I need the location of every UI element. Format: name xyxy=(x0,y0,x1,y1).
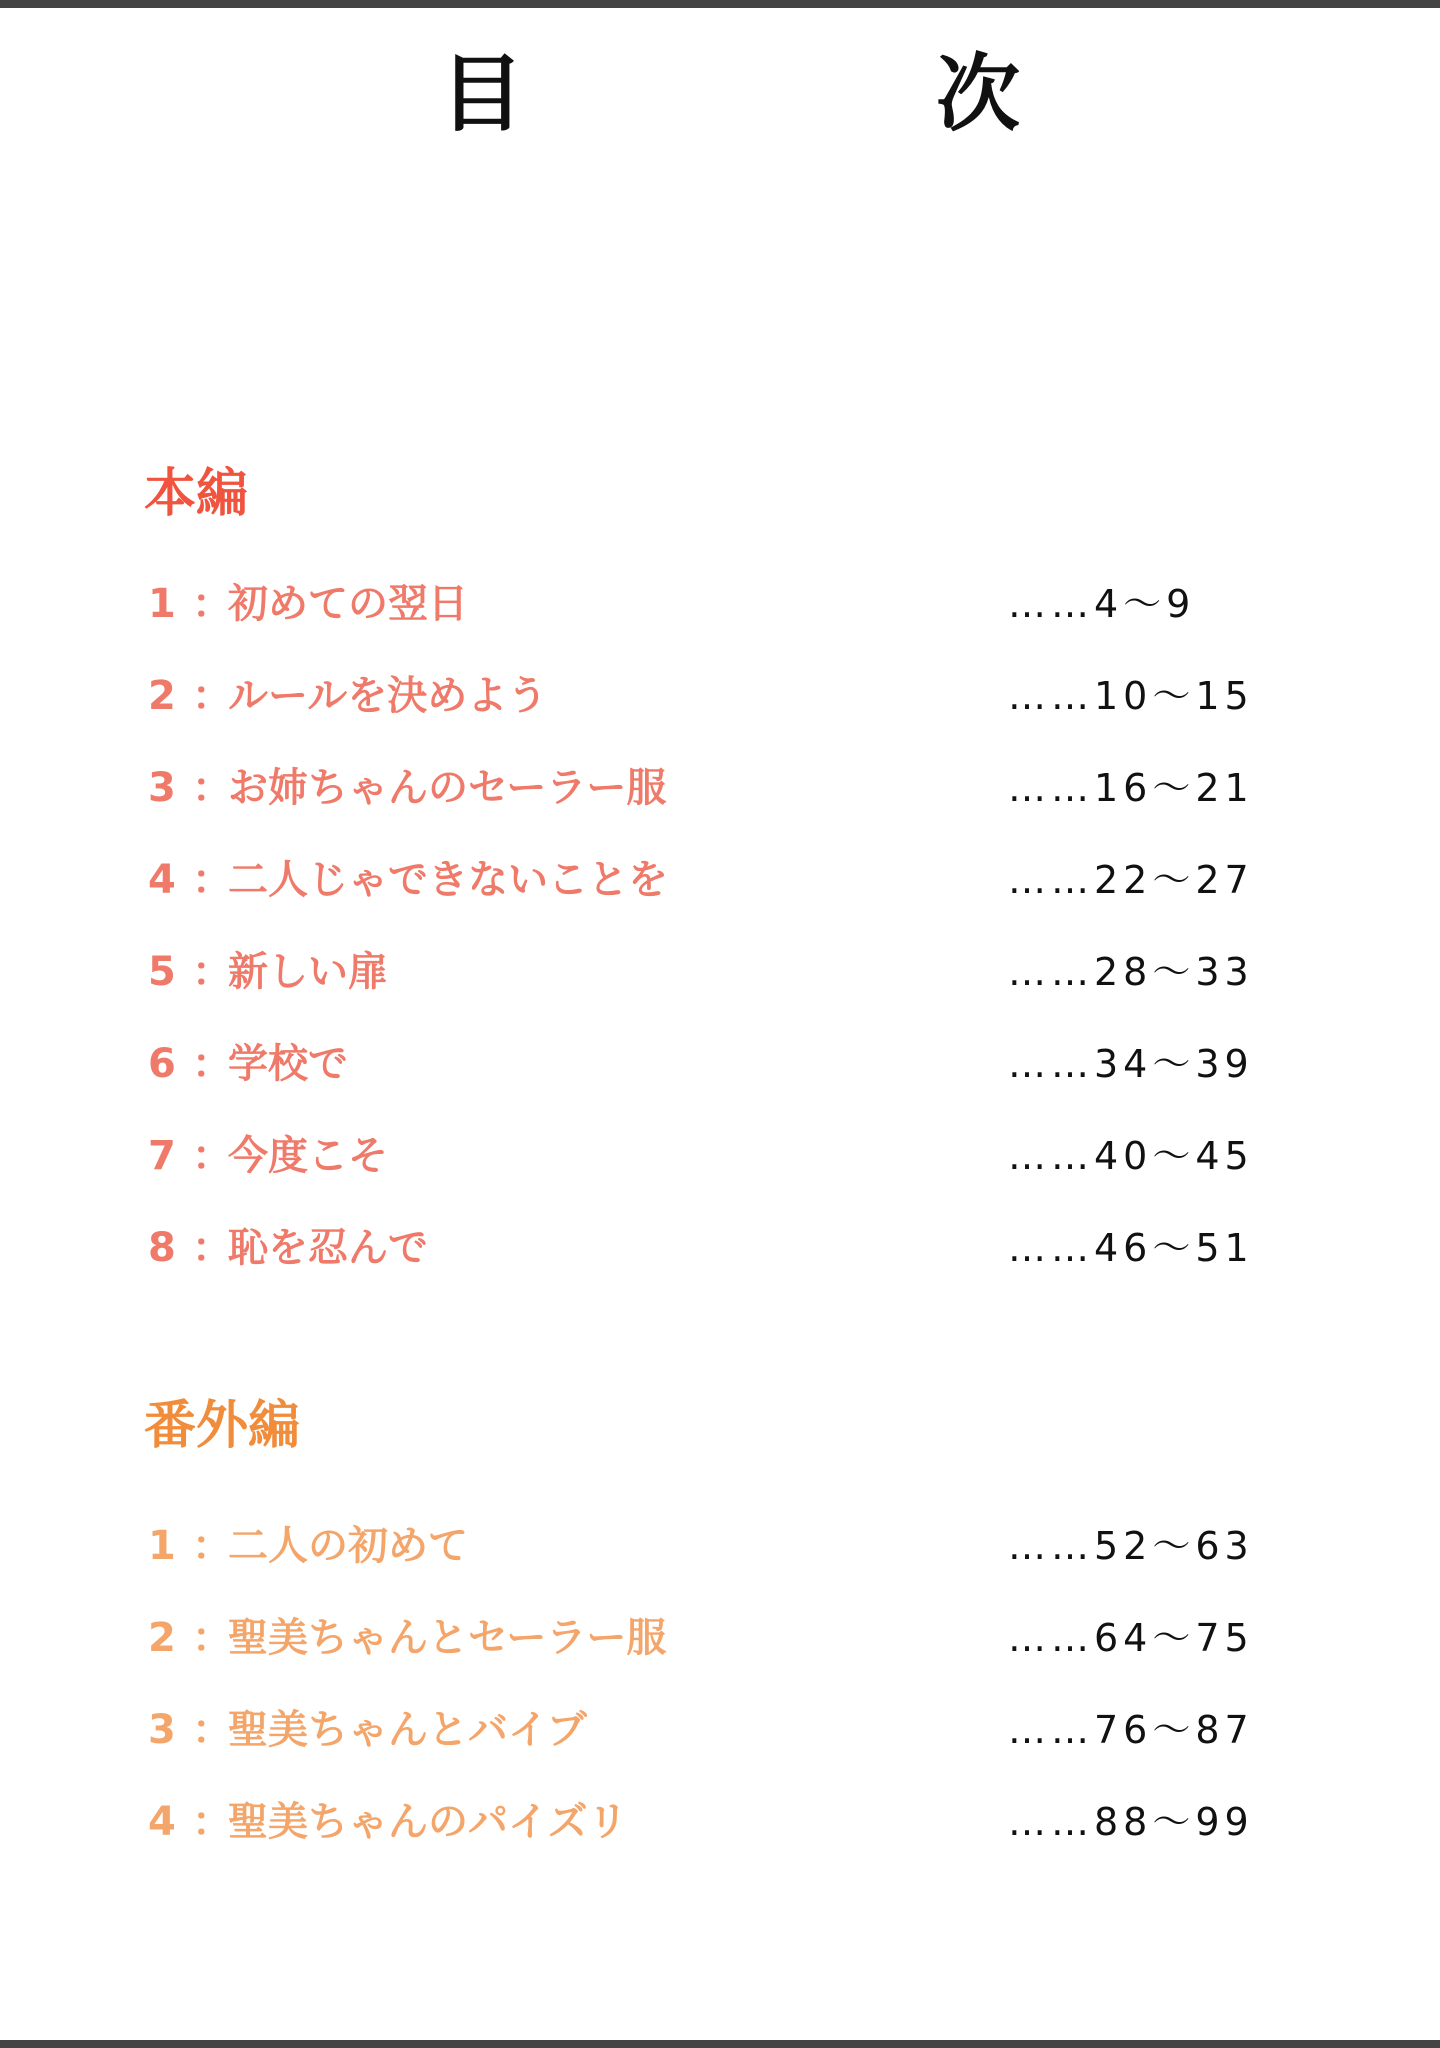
toc-entry-extra-4[interactable] xyxy=(148,1792,1308,1852)
entry-number: 1 xyxy=(148,1523,176,1569)
page-title-char-2: 次 xyxy=(936,45,1021,143)
entry-colon: ： xyxy=(192,1225,232,1271)
entry-colon: ： xyxy=(192,1707,232,1753)
top-border xyxy=(0,0,1440,8)
entry-page-range: ……34〜39 xyxy=(1008,1042,1254,1086)
entry-number: 2 xyxy=(148,673,176,719)
entry-page-range: ……52〜63 xyxy=(1008,1524,1254,1568)
entry-page-range: ……4〜9 xyxy=(1008,582,1196,626)
entry-colon: ： xyxy=(192,949,232,995)
toc-entry-main-5[interactable] xyxy=(148,942,1308,1002)
entry-number: 4 xyxy=(148,1799,176,1845)
entry-title: 聖美ちゃんとセーラー服 xyxy=(228,1615,667,1661)
entry-page-range: ……22〜27 xyxy=(1008,858,1254,902)
entry-title: 今度こそ xyxy=(228,1133,388,1179)
entry-number: 6 xyxy=(148,1041,176,1087)
entry-title: ルールを決めよう xyxy=(228,673,548,719)
entry-number: 3 xyxy=(148,1707,176,1753)
entry-title: 新しい扉 xyxy=(228,949,388,995)
toc-entry-main-6[interactable] xyxy=(148,1034,1308,1094)
toc-entry-main-1[interactable] xyxy=(148,574,1308,634)
entry-colon: ： xyxy=(192,1523,232,1569)
entry-title: 恥を忍んで xyxy=(228,1225,428,1271)
extra-section-heading: 番外編 xyxy=(144,1396,301,1456)
toc-entry-main-4[interactable] xyxy=(148,850,1308,910)
entry-page-range: ……46〜51 xyxy=(1008,1226,1254,1270)
entry-page-range: ……64〜75 xyxy=(1008,1616,1254,1660)
page-title-char-1: 目 xyxy=(440,45,525,143)
toc-entry-main-2[interactable] xyxy=(148,666,1308,726)
toc-entry-extra-3[interactable] xyxy=(148,1700,1308,1760)
entry-page-range: ……76〜87 xyxy=(1008,1708,1254,1752)
entry-colon: ： xyxy=(192,1615,232,1661)
entry-colon: ： xyxy=(192,581,232,627)
entry-page-range: ……16〜21 xyxy=(1008,766,1254,810)
entry-colon: ： xyxy=(192,673,232,719)
entry-title: 聖美ちゃんのパイズリ xyxy=(228,1799,628,1845)
entry-title: 二人の初めて xyxy=(228,1523,468,1569)
entry-number: 3 xyxy=(148,765,176,811)
toc-entry-main-7[interactable] xyxy=(148,1126,1308,1186)
entry-page-range: ……10〜15 xyxy=(1008,674,1254,718)
entry-number: 4 xyxy=(148,857,176,903)
entry-number: 2 xyxy=(148,1615,176,1661)
entry-title: 聖美ちゃんとバイブ xyxy=(228,1707,587,1753)
entry-number: 7 xyxy=(148,1133,176,1179)
toc-entry-extra-1[interactable] xyxy=(148,1516,1308,1576)
entry-title: 学校で xyxy=(228,1041,348,1087)
toc-entry-main-3[interactable] xyxy=(148,758,1308,818)
entry-title: お姉ちゃんのセーラー服 xyxy=(228,765,667,811)
toc-entry-main-8[interactable] xyxy=(148,1218,1308,1278)
entry-colon: ： xyxy=(192,857,232,903)
entry-colon: ： xyxy=(192,1041,232,1087)
entry-colon: ： xyxy=(192,1133,232,1179)
entry-colon: ： xyxy=(192,1799,232,1845)
toc-entry-extra-2[interactable] xyxy=(148,1608,1308,1668)
entry-number: 8 xyxy=(148,1225,176,1271)
entry-page-range: ……88〜99 xyxy=(1008,1800,1254,1844)
entry-number: 1 xyxy=(148,581,176,627)
entry-colon: ： xyxy=(192,765,232,811)
main-section-heading: 本編 xyxy=(144,464,249,524)
entry-number: 5 xyxy=(148,949,176,995)
entry-page-range: ……28〜33 xyxy=(1008,950,1254,994)
entry-title: 初めての翌日 xyxy=(228,581,468,627)
entry-page-range: ……40〜45 xyxy=(1008,1134,1254,1178)
entry-title: 二人じゃできないことを xyxy=(228,857,668,903)
bottom-border xyxy=(0,2040,1440,2048)
